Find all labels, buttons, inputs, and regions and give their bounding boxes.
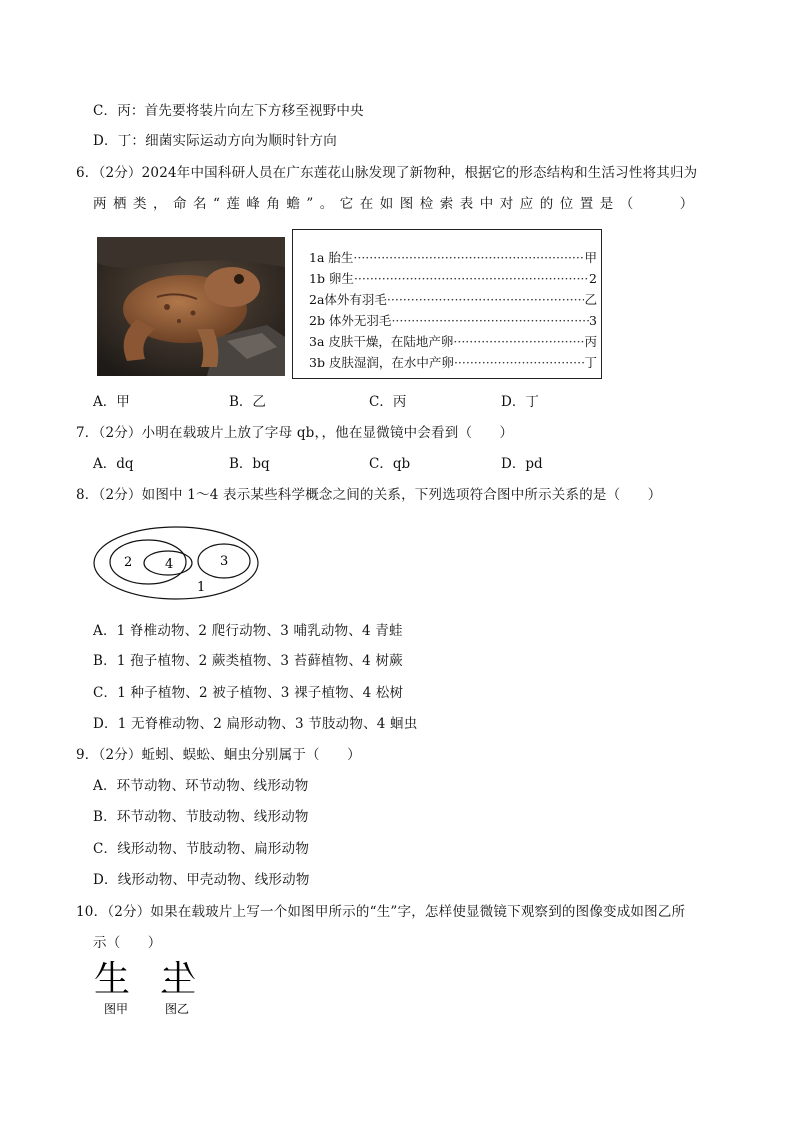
q9-stem: 9．（2分）蚯蚓、蜈蚣、蛔虫分别属于（ ） [76,747,361,763]
figure-jia-character: 生 [94,959,131,1000]
option-d[interactable]: D．丁 [501,394,539,410]
venn-diagram [92,525,262,605]
identification-key-table [292,229,602,379]
q7-stem: 7．（2分）小明在载玻片上放了字母 qb，，他在显微镜中会看到（ ） [76,425,514,441]
q8-option-c[interactable]: C．1 种子植物、2 被子植物、3 裸子植物、4 松树 [93,685,404,701]
option-b[interactable]: B．bq [229,456,270,472]
frog-illustration [97,237,285,376]
figure-sheng-characters [92,957,222,1021]
q9-option-c[interactable]: C．线形动物、节肢动物、扁形动物 [93,841,310,857]
q9-option-d[interactable]: D．线形动物、甲壳动物、线形动物 [93,872,310,888]
venn-label-3: 3 [220,554,229,569]
key-row: 2b 体外无羽毛 ····· 3 [309,312,597,330]
venn-label-1: 1 [197,580,206,595]
q8-option-b[interactable]: B．1 孢子植物、2 蕨类植物、3 苔藓植物、4 树蕨 [93,653,403,669]
key-row: 3b 皮肤湿润，在水中产卵 ····· 丁 [309,354,597,372]
option-c[interactable]: C．丙 [369,394,407,410]
key-row: 3a 皮肤干燥，在陆地产卵 ····· 丙 [309,333,597,351]
venn-ellipse-2 [110,540,186,584]
q9-option-a[interactable]: A．环节动物、环节动物、线形动物 [93,778,309,794]
option-a[interactable]: A．dq [93,456,134,472]
q8-stem: 8．（2分）如图中 1～4 表示某些科学概念之间的关系，下列选项符合图中所示关系的是（ ） [76,487,662,503]
q10-stem-line1: 10．（2分）如果在载玻片上写一个如图甲所示的“生”字，怎样使显微镜下观察到的图像变成如图乙所 [76,904,686,920]
figure-yi-mirrored-group [160,959,196,1000]
key-row: 1b 卵生 ····· 2 [309,270,597,288]
q5-option-c: C．丙：首先要将装片向左下方移至视野中央 [93,103,364,119]
option-b[interactable]: B．乙 [229,394,266,410]
key-row: 1a 胎生 ····· 甲 [309,249,597,267]
q8-option-a[interactable]: A．1 脊椎动物、2 爬行动物、3 哺乳动物、4 青蛙 [93,623,403,639]
venn-label-2: 2 [124,555,133,570]
q9-option-b[interactable]: B．环节动物、节肢动物、线形动物 [93,809,309,825]
option-c[interactable]: C．qb [369,456,411,472]
venn-label-4: 4 [165,557,174,572]
caption-figure-jia: 图甲 [104,1002,129,1016]
q5-option-d: D．丁：细菌实际运动方向为顺时针方向 [93,133,337,149]
q6-stem-line2: 两栖类，命名“莲峰角蟾”。它在如图检索表中对应的位置是（ ） [93,196,700,212]
option-a[interactable]: A．甲 [93,394,130,410]
key-row: 2a体外有羽毛 ····· 乙 [309,291,597,309]
venn-ellipse-1 [94,527,258,599]
option-d[interactable]: D．pd [501,456,543,472]
q10-stem-line2: 示（ ） [93,935,162,951]
q6-stem-line1: 6．（2分）2024年中国科研人员在广东莲花山脉发现了新物种，根据它的形态结构和生活习性将其归为 [76,165,698,181]
caption-figure-yi: 图乙 [165,1002,190,1016]
frog-photo [97,237,285,376]
q8-option-d[interactable]: D．1 无脊椎动物、2 扁形动物、3 节肢动物、4 蛔虫 [93,716,418,732]
figure-yi-character: 生 [159,959,196,1000]
